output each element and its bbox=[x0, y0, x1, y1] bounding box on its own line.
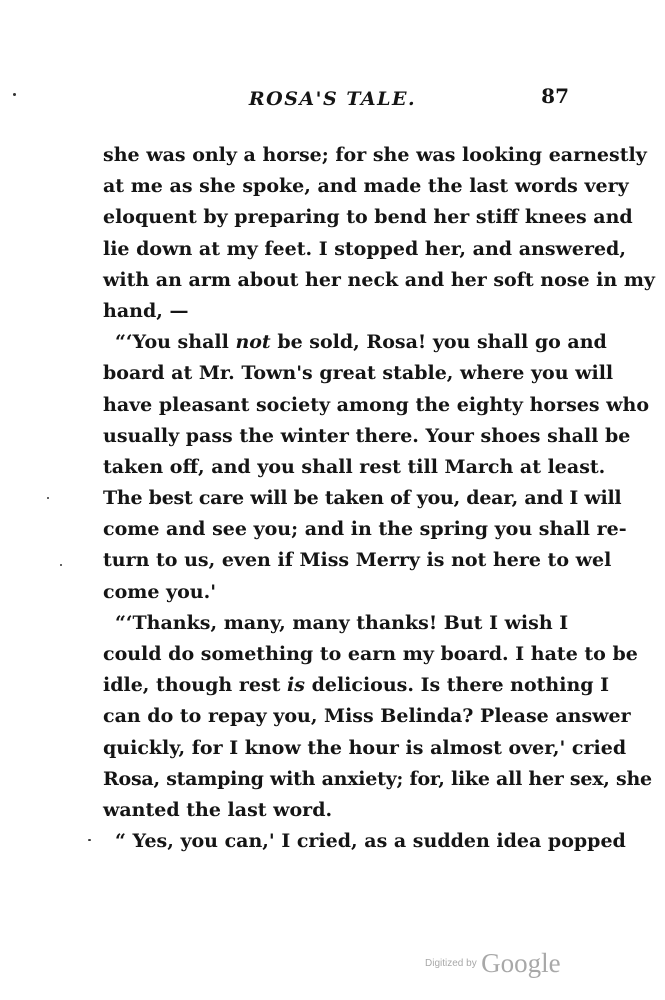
text-line: taken off, and you shall rest till March at least. bbox=[103, 455, 606, 478]
text-line: The best care will be taken of you, dear, and I will bbox=[103, 487, 622, 510]
google-logo: Google bbox=[481, 948, 561, 978]
text-line: lie down at my feet. I stopped her, and answered, bbox=[103, 237, 626, 260]
text-line: at me as she spoke, and made the last words very bbox=[103, 175, 629, 198]
text-line: come and see you; and in the spring you shall re- bbox=[103, 518, 627, 541]
emphasis: not bbox=[235, 331, 271, 354]
text-line: idle, though rest is delicious. Is there nothing I bbox=[103, 674, 610, 697]
digitized-by-label: Digitized by bbox=[425, 958, 477, 969]
text-line: “ Yes, you can,' I cried, as a sudden idea popped bbox=[115, 830, 626, 853]
text-line: usually pass the winter there. Your shoes shall be bbox=[103, 424, 631, 447]
text-line: Rosa, stamping with anxiety; for, like all her sex, she bbox=[103, 767, 652, 790]
text-line: wanted the last word. bbox=[103, 798, 333, 821]
text-line: board at Mr. Town's great stable, where you will bbox=[103, 362, 614, 385]
text-line: with an arm about her neck and her soft nose in my bbox=[103, 268, 655, 291]
print-speck bbox=[60, 564, 62, 566]
text-line: “‘Thanks, many, many thanks! But I wish I bbox=[115, 611, 569, 634]
text-line: can do to repay you, Miss Belinda? Please answer bbox=[103, 705, 631, 728]
text-line: she was only a horse; for she was looking earnestly bbox=[103, 144, 647, 166]
text-line: “‘You shall not be sold, Rosa! you shall go and bbox=[115, 331, 607, 354]
page-number: 87 bbox=[541, 84, 569, 108]
text-line: come you.' bbox=[103, 580, 217, 603]
body-text bbox=[103, 140, 655, 857]
emphasis: is bbox=[287, 674, 305, 697]
text-line: quickly, for I know the hour is almost over,' cried bbox=[103, 736, 627, 759]
digitized-by-watermark bbox=[425, 948, 561, 979]
text-line: eloquent by preparing to bend her stiff knees and bbox=[103, 206, 633, 229]
text-line: turn to us, even if Miss Merry is not here to wel bbox=[103, 549, 612, 572]
text-line: have pleasant society among the eighty horses who bbox=[103, 393, 650, 416]
text-line: could do something to earn my board. I hate to be bbox=[103, 643, 638, 665]
print-speck bbox=[88, 839, 91, 841]
print-speck bbox=[13, 93, 16, 96]
text-line: hand, — bbox=[103, 299, 189, 322]
print-speck bbox=[47, 497, 49, 499]
running-title: ROSA'S TALE. bbox=[248, 88, 417, 110]
